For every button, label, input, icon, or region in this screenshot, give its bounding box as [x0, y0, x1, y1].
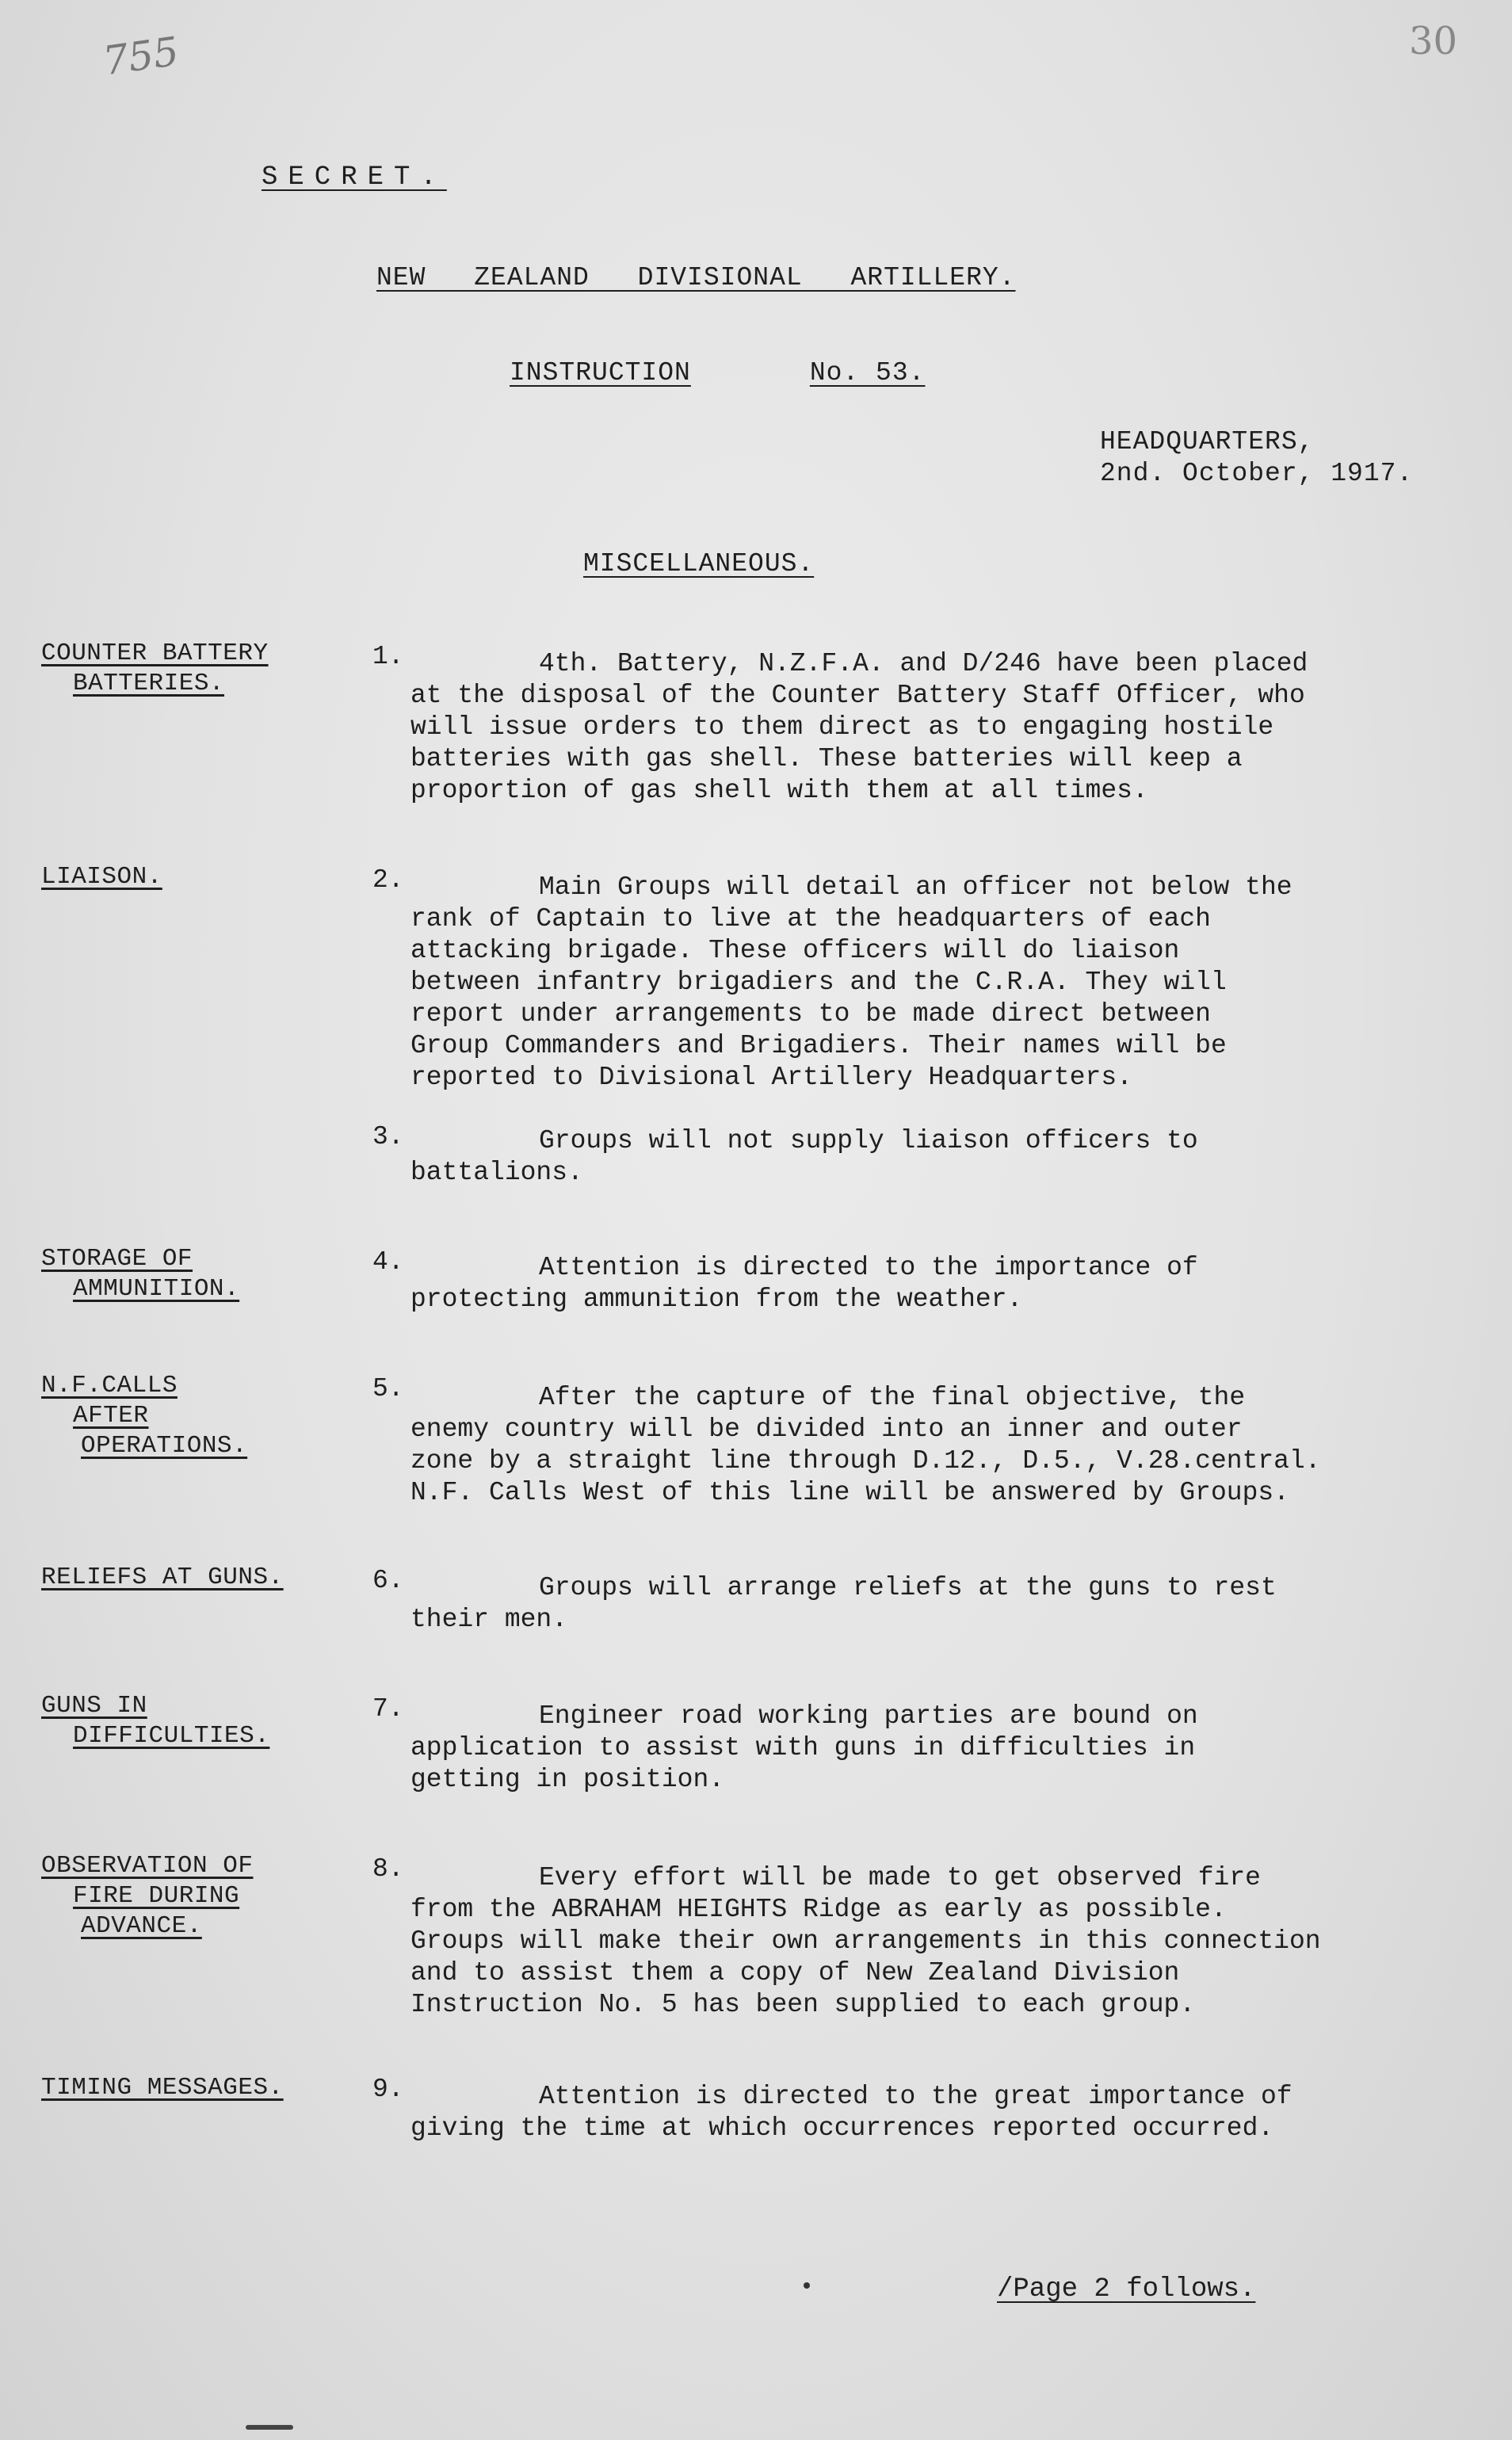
text-line: Engineer road working parties are bound on — [539, 1701, 1198, 1731]
paragraph-text — [410, 1382, 1504, 1509]
side-heading-line: DIFFICULTIES. — [73, 1722, 270, 1750]
text-line: getting in position. — [410, 1765, 725, 1794]
text-line: will issue orders to them direct as to engaging hostile — [410, 712, 1274, 742]
text-line: between infantry brigadiers and the C.R.A. They will — [410, 968, 1227, 997]
text-line: and to assist them a copy of New Zealand Division — [410, 1958, 1180, 1988]
side-heading-line: AFTER — [73, 1402, 149, 1430]
page-continuation-note: /Page 2 follows. — [997, 2274, 1256, 2304]
paragraph-number: 7. — [372, 1694, 404, 1724]
paragraph-number: 4. — [372, 1247, 404, 1277]
text-line: Groups will make their own arrangements in this connection — [410, 1926, 1321, 1956]
text-line: attacking brigade. These officers will do liaison — [410, 936, 1180, 965]
text-line: Groups will not supply liaison officers to — [539, 1126, 1198, 1155]
text-line: protecting ammunition from the weather. — [410, 1285, 1023, 1314]
headquarters-block — [1100, 426, 1413, 490]
text-line: enemy country will be divided into an inner and outer — [410, 1415, 1243, 1444]
side-heading-line: FIRE DURING — [73, 1882, 240, 1910]
text-line: zone by a straight line through D.12., D.5., V.28.central. — [410, 1446, 1321, 1476]
unit-title: NEW ZEALAND DIVISIONAL ARTILLERY. — [376, 263, 1016, 292]
side-heading-line: COUNTER BATTERY — [41, 640, 269, 667]
side-heading-line: LIAISON. — [41, 863, 162, 891]
instruction-label: INSTRUCTION — [510, 358, 691, 388]
instruction-title — [510, 358, 925, 388]
handwritten-number-left: 755 — [100, 28, 182, 85]
text-line: from the ABRAHAM HEIGHTS Ridge as early as possible. — [410, 1895, 1227, 1924]
side-heading — [41, 1691, 358, 1751]
subject-heading: MISCELLANEOUS. — [583, 549, 815, 578]
paragraph-text — [410, 2081, 1504, 2144]
paragraph-number: 5. — [372, 1374, 404, 1403]
text-line: their men. — [410, 1605, 568, 1634]
date-line: 2nd. October, 1917. — [1100, 459, 1414, 488]
text-line: Main Groups will detail an officer not below the — [539, 873, 1292, 902]
text-line: reported to Divisional Artillery Headquarters. — [410, 1063, 1132, 1092]
side-heading-line: N.F.CALLS — [41, 1372, 178, 1399]
side-heading-line: STORAGE OF — [41, 1245, 193, 1273]
text-line: N.F. Calls West of this line will be answered by Groups. — [410, 1478, 1289, 1507]
hq-line: HEADQUARTERS, — [1100, 427, 1315, 456]
side-heading — [41, 1563, 358, 1593]
side-heading-line: ADVANCE. — [81, 1912, 202, 1940]
side-heading — [41, 1371, 358, 1461]
paragraph-text — [410, 1701, 1504, 1796]
classification-heading: SECRET. — [262, 162, 447, 193]
text-line: Group Commanders and Brigadiers. Their names will be — [410, 1031, 1227, 1060]
side-heading-line: BATTERIES. — [73, 670, 225, 697]
paragraph-number: 6. — [372, 1566, 404, 1595]
side-heading — [41, 2073, 358, 2103]
paragraph-number: 9. — [372, 2075, 404, 2104]
text-line: After the capture of the final objective, the — [539, 1383, 1246, 1412]
side-heading-line: OPERATIONS. — [81, 1432, 248, 1460]
text-line: proportion of gas shell with them at all times. — [410, 776, 1148, 805]
side-heading-line: AMMUNITION. — [73, 1275, 240, 1303]
ink-dot — [804, 2282, 810, 2289]
side-heading-line: GUNS IN — [41, 1692, 147, 1720]
text-line: application to assist with guns in difficulties in — [410, 1733, 1196, 1762]
text-line: rank of Captain to live at the headquarters of each — [410, 904, 1211, 934]
text-line: battalions. — [410, 1158, 583, 1187]
paragraph-text — [410, 648, 1504, 807]
text-line: Attention is directed to the great importance of — [539, 2082, 1292, 2111]
text-line: batteries with gas shell. These batteries will keep a — [410, 744, 1243, 773]
text-line: Every effort will be made to get observed fire — [539, 1863, 1261, 1892]
paragraph-text — [410, 1252, 1504, 1315]
side-heading — [41, 862, 358, 892]
paragraph-text — [410, 1862, 1504, 2021]
paragraph-text — [410, 872, 1504, 1094]
text-line: report under arrangements to be made direct between — [410, 999, 1211, 1029]
text-line: giving the time at which occurrences reported occurred. — [410, 2114, 1274, 2143]
side-heading-line: OBSERVATION OF — [41, 1852, 254, 1880]
side-heading — [41, 639, 358, 699]
text-line: Instruction No. 5 has been supplied to each group. — [410, 1990, 1196, 2019]
side-heading-line: TIMING MESSAGES. — [41, 2074, 284, 2102]
cut-off-text-fragment — [246, 2425, 293, 2430]
side-heading — [41, 1244, 358, 1304]
side-heading — [41, 1851, 358, 1942]
text-line: at the disposal of the Counter Battery Staff Officer, who — [410, 681, 1305, 710]
text-line: Groups will arrange reliefs at the guns to rest — [539, 1573, 1277, 1602]
paragraph-number: 1. — [372, 642, 404, 671]
paragraph-number: 8. — [372, 1854, 404, 1884]
instruction-number: No. 53. — [809, 358, 926, 388]
paragraph-number: 2. — [372, 865, 404, 895]
paragraph-number: 3. — [372, 1122, 404, 1151]
handwritten-page-number: 30 — [1409, 19, 1458, 63]
side-heading-line: RELIEFS AT GUNS. — [41, 1564, 284, 1591]
text-line: Attention is directed to the importance of — [539, 1253, 1198, 1282]
paragraph-text — [410, 1125, 1504, 1189]
text-line: 4th. Battery, N.Z.F.A. and D/246 have been placed — [539, 649, 1308, 678]
paragraph-text — [410, 1572, 1504, 1636]
